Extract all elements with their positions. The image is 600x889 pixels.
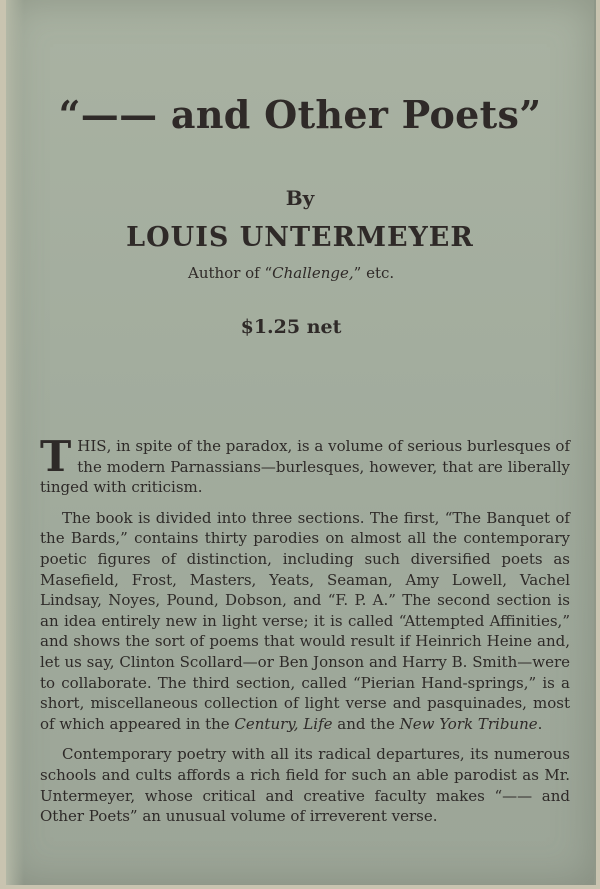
paragraph-2-italic-2: New York Tribune [399,714,538,733]
credit-suffix: ” etc. [353,264,395,282]
paragraph-2-mid: and the [332,714,400,733]
blurb-paragraph-3 [40,744,570,826]
author-name: LOUIS UNTERMEYER [126,222,474,253]
paragraph-1-text: , in spite of the paradox, is a volume of serious burlesques of the modern Parnassians—burlesques, however, that are liberally tinged with criticism. [40,437,570,497]
paragraph-2-end: . [537,714,543,733]
paragraph-2-italic-1: Century, Life [234,714,333,733]
drop-cap: T [40,432,72,481]
price-label: $1.25 net [240,316,342,338]
lead-word: HIS [77,437,107,455]
by-label: By [285,186,315,210]
credit-work: Challenge, [272,264,354,282]
blurb [40,432,570,837]
blurb-paragraph-2 [40,508,570,735]
blurb-paragraph-1 [40,432,570,498]
paragraph-2-text: The book is divided into three sections. The first, “The Banquet of the Bards,” contains thirty parodies on almost all the contemporary poetic figures of distinction, including such diversified poets as Masefield, Frost, Masters, Yeats, Seaman, Amy Lowell, Vachel Lindsay, Noyes, Pound, Dobson, and “F. P. A.” The second section is an idea entirely new in light verse; it is called “Attempted Affinities,” and shows the sort of poems that would result if Heinrich Heine and, let us say, Clinton Scollard—or Ben Jonson and Harry B. Smith—were to collaborate. The third section, called “Pierian Hand-springs,” is a short, miscellaneous collection of light verse and pasquinades, most of which appeared in the [40,508,570,733]
author-credit [188,264,394,282]
paragraph-3-text: Contemporary poetry with all its radical departures, its numerous schools and cults affords a rich field for such an able parodist as Mr. Untermeyer, whose critical and creative faculty makes “—— and Other Poets” an unusual volume of irreverent verse. [40,745,570,826]
book-title: “—— and Other Poets” [58,92,542,137]
credit-prefix: Author of “ [188,264,273,282]
